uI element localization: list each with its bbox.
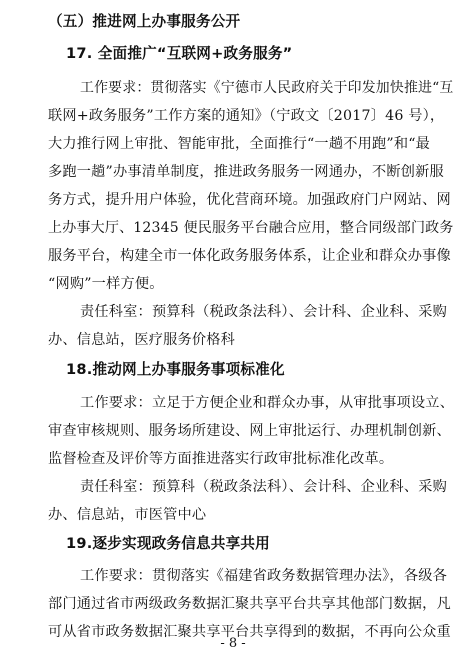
item-17-line-8: “网购”一样方便。: [48, 276, 164, 292]
item-18-line-1: 工作要求：立足于方便企业和群众办事，从审批事项设立、: [80, 395, 455, 411]
item-19-line-2: 部门通过省市两级政务数据汇聚共享平台共享其他部门数据，凡: [48, 596, 451, 612]
item-19-title: 19.逐步实现政务信息共享共用: [66, 535, 270, 552]
item-18-title: 18.推动网上办事服务事项标准化: [66, 361, 285, 378]
item-17-responsible-1: 责任科室：预算科（税政条法科）、会计科、企业科、采购: [80, 304, 447, 320]
page-number: - 8 -: [220, 636, 246, 651]
item-17-line-4: 多跑一趟”办事清单制度，推进政务服务一网通办，不断创新服: [48, 164, 444, 180]
item-18-responsible-1: 责任科室：预算科（税政条法科）、会计科、企业科、采购: [80, 479, 447, 495]
item-17-responsible-2: 办、信息站，医疗服务价格科: [48, 332, 236, 348]
item-17-line-2: 联网+政务服务”工作方案的通知》（宁政文〔2017〕46 号），: [48, 108, 445, 124]
section-heading-5: （五）推进网上办事服务公开: [48, 13, 241, 30]
item-18-line-2: 审查审核规则、服务场所建设、网上审批运行、办理机制创新、: [48, 423, 451, 439]
item-17-line-3: 大力推行网上审批、智能审批，全面推行“一趟不用跑”和“最: [48, 136, 431, 152]
item-17-line-6: 上办事大厅、12345 便民服务平台融合应用，整合同级部门政务: [48, 220, 454, 236]
item-19-line-3: 可从省市政务数据汇聚共享平台共享得到的数据，不再向公众重: [48, 624, 451, 640]
item-17-line-1: 工作要求：贯彻落实《宁德市人民政府关于印发加快推进“互: [80, 80, 454, 96]
item-17-line-7: 服务平台，构建全市一体化政务服务体系，让企业和群众办事像: [48, 248, 451, 264]
item-17-title: 17. 全面推广“互联网+政务服务”: [66, 45, 293, 62]
item-19-line-1: 工作要求：贯彻落实《福建省政务数据管理办法》，各级各: [80, 568, 447, 584]
item-18-line-3: 监督检查及评价等方面推进落实行政审批标准化改革。: [48, 451, 394, 467]
item-18-responsible-2: 办、信息站，市医管中心: [48, 507, 207, 523]
item-17-line-5: 务方式，提升用户体验，优化营商环境。加强政府门户网站、网: [48, 192, 451, 208]
